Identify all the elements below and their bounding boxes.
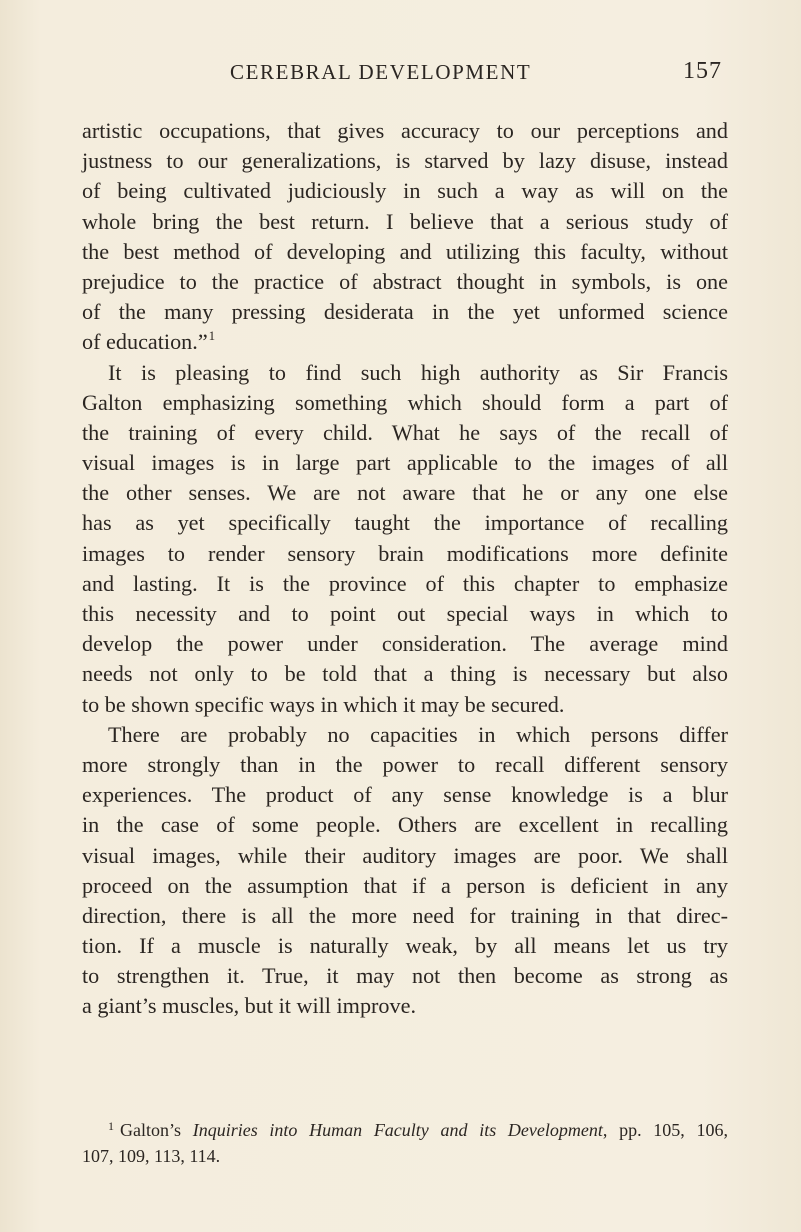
body-line: of the many pressing desiderata in the yet unformed science xyxy=(82,299,728,325)
body-line: of being cultivated judiciously in such a way as will on the xyxy=(82,178,728,204)
paragraph-end-line: a giant’s muscles, but it will improve. xyxy=(82,993,417,1019)
footnote xyxy=(82,1117,728,1169)
body-line: visual images, while their auditory images are poor. We shall xyxy=(82,842,728,868)
body-line: justness to our generalizations, is starved by lazy disuse, instead xyxy=(82,148,728,174)
body-line: the best method of developing and utilizing this faculty, without xyxy=(82,238,728,264)
body-line: has as yet specifically taught the importance of recalling xyxy=(82,510,728,536)
body-line: this necessity and to point out special ways in which to xyxy=(82,601,728,626)
body-line: to strengthen it. True, it may not then become as strong as xyxy=(82,963,728,989)
body-line-text: of education.” xyxy=(82,329,208,355)
body-line: and lasting. It is the province of this chapter to emphasize xyxy=(82,570,728,596)
body-line: Galton emphasizing something which should form a part of xyxy=(82,389,728,415)
body-line: the training of every child. What he says of the recall of xyxy=(82,419,728,445)
body-line: in the case of some people. Others are excellent in recalling xyxy=(82,812,728,838)
body-line: direction, there is all the more need for training in that direc- xyxy=(82,902,728,928)
footnote-book-title: Inquiries into Human Faculty and its Development xyxy=(192,1120,603,1140)
body-line: artistic occupations, that gives accuracy to our perceptions and xyxy=(82,118,728,143)
page-number: 157 xyxy=(683,58,722,84)
body-line: visual images is in large part applicable to the images of all xyxy=(82,450,728,476)
body-line: images to render sensory brain modifications more definite xyxy=(82,540,728,566)
body-line: experiences. The product of any sense knowledge is a blur xyxy=(82,782,728,808)
footnote-reference: 1 xyxy=(208,328,216,344)
body-line: more strongly than in the power to recall different sensory xyxy=(82,751,728,777)
body-text xyxy=(82,116,728,1022)
footnote-line xyxy=(82,1117,728,1143)
footnote-mark: 1 xyxy=(108,1119,114,1133)
paragraph-start-line: There are probably no capacities in which persons differ xyxy=(108,721,728,747)
paragraph-end-line: to be shown specific ways in which it may be secured. xyxy=(82,691,565,717)
body-line: the other senses. We are not aware that he or any one else xyxy=(82,480,728,506)
body-line: develop the power under consideration. The average mind xyxy=(82,631,728,657)
footnote-prefix: Galton’s xyxy=(120,1120,193,1140)
footnote-line: 107, 109, 113, 114. xyxy=(82,1146,221,1166)
body-line: needs not only to be told that a thing is necessary but also xyxy=(82,661,728,687)
running-head-title: CEREBRAL DEVELOPMENT xyxy=(230,60,532,84)
body-line: tion. If a muscle is naturally weak, by all means let us try xyxy=(82,933,728,959)
paragraph-start-line: It is pleasing to find such high authority as Sir Francis xyxy=(108,359,728,385)
paragraph-end-line xyxy=(82,327,728,357)
body-line: prejudice to the practice of abstract thought in symbols, is one xyxy=(82,268,728,294)
footnote-pages: , pp. 105, 106, xyxy=(602,1120,729,1140)
body-line: whole bring the best return. I believe that a serious study of xyxy=(82,208,728,234)
body-line: proceed on the assumption that if a person is deficient in any xyxy=(82,872,728,898)
